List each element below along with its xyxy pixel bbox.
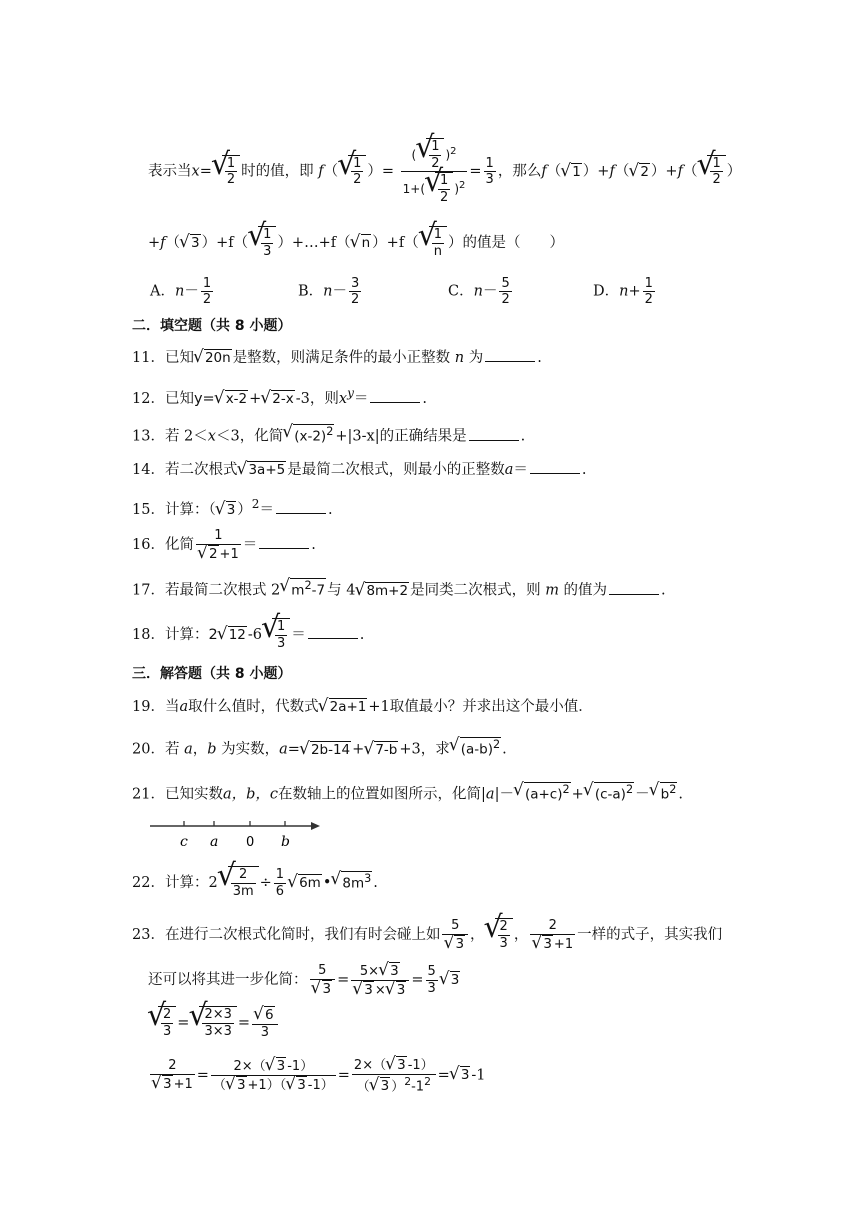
question-21: 21．已知实数a，b，c在数轴上的位置如图所示，化简|a|－√ $(a+c)^2$ +√ $(c-a)^2$ －√ $b^2$ . xyxy=(132,782,683,804)
question-23-line3: √ $\frac{2}{3}$ = √ $\frac{2\times 3}{3\times 3}$ = √ $\frac{6}{3}$ xyxy=(148,1006,280,1040)
q10-line2: +f（√ 3 ）+f（ √ $\frac{1}{3}$ ）+…+f（√ n ）+f（ √ $\frac{1}{n}$ ）的值是（ ） xyxy=(148,226,564,259)
question-18: 18．计算：2√ 12 -6 √ $\frac{1}{3}$ ＝ . xyxy=(132,618,364,651)
question-22: 22．计算：2 √ $\frac{2}{3m}$ ÷ $\frac{1}{6}$ √ 6m •√ $8m^3$ . xyxy=(132,866,378,899)
section-2-title: 二．填空题（共 8 小题） xyxy=(132,318,292,334)
sqrt-half: √ $\frac{1}{2}$ xyxy=(212,155,240,188)
label-b: b xyxy=(281,834,290,850)
question-23-line4: 2 √ 3 +1 = $\frac{2\times(√ 3 -1)}{(√ 3 +1)(√ 3 -1)}$ = $\frac{2\times(√ 3 -1)}{(√ 3 )^2-1^2}$ =√ 3 -1 xyxy=(148,1056,486,1095)
f-half-fraction: ( √ $\frac{1}{2}$ )$^2$ 1+( √ $\frac{1}{2}$ )$^2$ xyxy=(401,138,468,205)
question-23-line1: 23．在进行二次根式化简时，我们有时会碰上如 5 √ 3 ， √ $\frac{2}{3}$ ， 2 √ 3 +1 一样的式子，其实我们 xyxy=(132,918,722,952)
q10-line1: 表示当x= √ $\frac{1}{2}$ 时的值，即 f（ √ $\frac{1}{2}$ ）= ( √ $\frac{1}{2}$ )$^2$ 1+( √ $\frac{1}{2}$ )$^2$ = $\frac{1}{3}$ ，那么f（√ 1 ）+f（√ 2 ）+f（ √ $\frac{1}{2}$ ） xyxy=(148,138,741,205)
number-line-svg xyxy=(148,816,328,852)
option-c: C．n－ $\frac{5}{2}$ xyxy=(448,276,510,307)
question-19: 19．当a取什么值时，代数式√ 2a+1 +1取值最小？并求出这个最小值． xyxy=(132,698,593,716)
question-20: 20．若 a，b 为实数，a=√ 2b-14 +√ 7-b +3，求√ $(a-b)^2$ . xyxy=(132,737,507,759)
question-14: 14．若二次根式√ 3a+5 是最简二次根式，则最小的正整数a＝ . xyxy=(132,461,586,479)
question-17: 17．若最简二次根式 2√ $m^2-7$ 与 4√ 8m+2 是同类二次根式，则 m 的值为 . xyxy=(132,578,666,600)
label-zero: 0 xyxy=(246,835,255,850)
question-12: 12．已知y=√ x-2 +√ 2-x -3，则$x^y=$ . xyxy=(132,386,427,408)
label-c: c xyxy=(180,834,188,850)
number-line xyxy=(148,816,328,856)
question-23-line2: 还可以将其进一步化简： 5 √ 3 = 5×√ 3 √ 3 ×√ 3 = $\frac{5}{3}$ √ 3 xyxy=(148,962,461,998)
section-3-title: 三．解答题（共 8 小题） xyxy=(132,666,292,682)
option-d: D．n+ $\frac{1}{2}$ xyxy=(593,276,653,307)
question-13: 13．若 2＜x＜3，化简√ $(x-2)^2 +|3-x|$的正确结果是 . xyxy=(132,424,525,446)
question-11: 11．已知√ 20n 是整数，则满足条件的最小正整数 n 为 . xyxy=(132,349,542,367)
option-b: B．n－ $\frac{3}{2}$ xyxy=(298,276,360,307)
option-a: A．n－ $\frac{1}{2}$ xyxy=(150,276,212,307)
question-15: 15．计算：（√ 3 ）$^2$＝ . xyxy=(132,497,333,519)
label-a: a xyxy=(210,834,219,850)
question-16: 16．化简 1 √ 2 +1 ＝ . xyxy=(132,528,316,562)
